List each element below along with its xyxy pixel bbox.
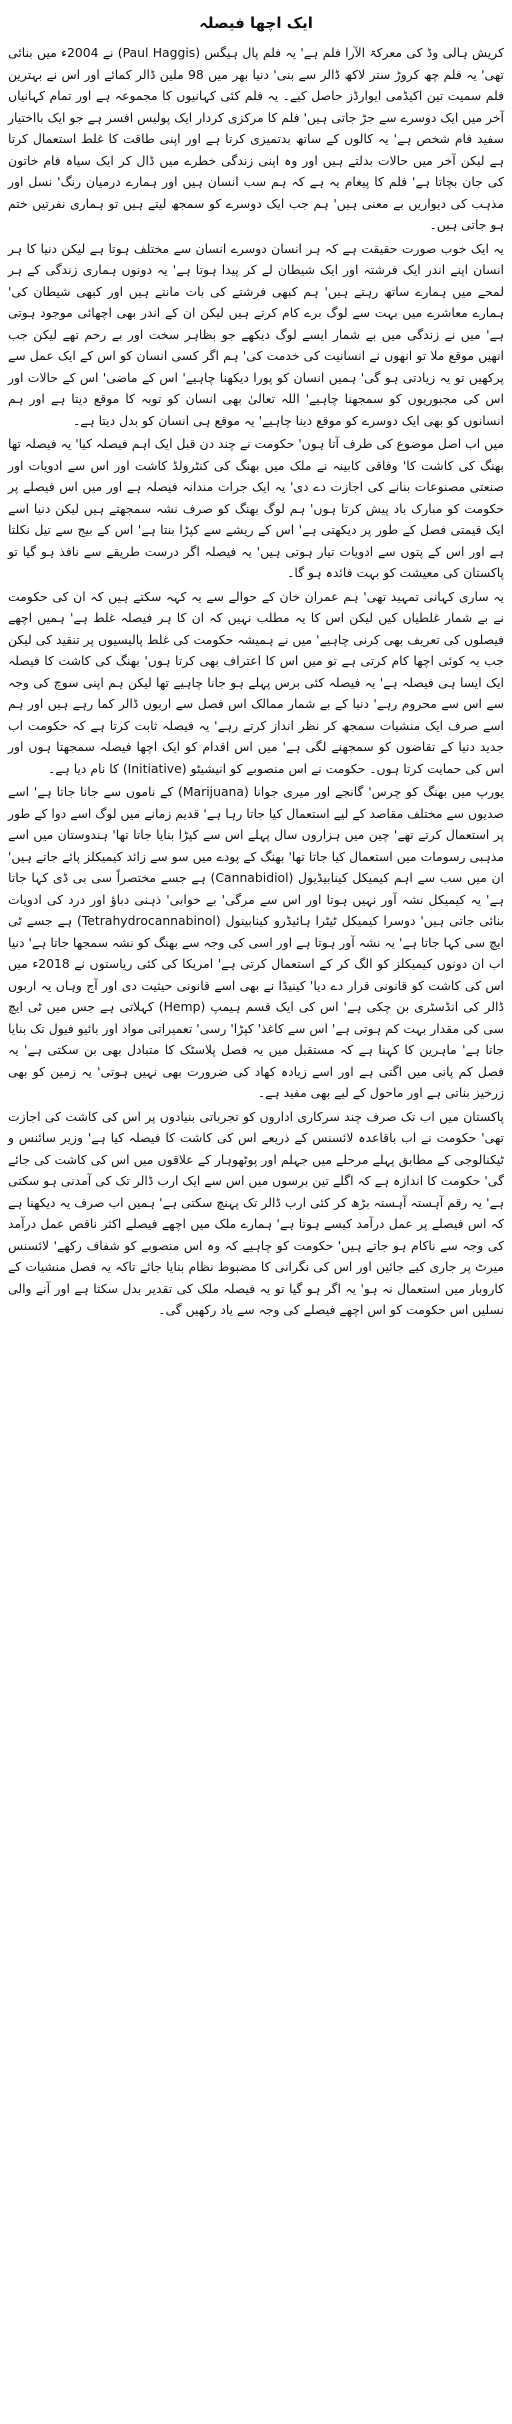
paragraph-1: کریش ہالی وڈ کی معرکۃ الآرا فلم ہے' یہ فلم پال ہیگس (Paul Haggis) نے 2004ء میں بنائی تھی' یہ فلم چھ کروڑ ستر لاکھ ڈالر سے بنی' دنیا بھر میں 98 ملین ڈالر کمائے اور اس نے بہترین فلم سمیت تین اکیڈمی ایوارڈز حاصل کیے۔ یہ فلم کئی کہانیوں کا مجموعہ ہے اور تمام کہانیاں آخر میں ایک دوسرے سے جڑ جاتی ہیں' فلم کا مرکزی کردار ایک پولیس افسر ہے جو ایک بااختیار سفید فام شخص ہے' یہ کالوں کے ساتھ بدتمیزی کرتا ہے اور اپنی طاقت کا غلط استعمال کرتا ہے لیکن آخر میں حالات بدلتے ہیں اور وہ اپنی زندگی خطرے میں ڈال کر ایک سیاہ فام خاتون کی جان بچاتا ہے' فلم کا پیغام یہ ہے کہ ہم سب انسان ہیں اور ہمارے درمیان رنگ' نسل اور مذہب کی دیواریں بے معنی ہیں' ہم جب ایک دوسرے کو سمجھ لیتے ہیں تو ہماری نفرتیں ختم ہو جاتی ہیں۔ xyxy=(8,45,504,232)
paragraph-5: یورپ میں بھنگ کو چرس' گانجے اور میری جوانا (Marijuana) کے ناموں سے جانا جاتا ہے' اسے صدیوں سے مختلف مقاصد کے لیے استعمال کیا جاتا رہا ہے' قدیم زمانے میں لوگ اسے دوا کے طور پر استعمال کرتے تھے' چین میں ہزاروں سال پہلے اس سے کپڑا بنایا جاتا تھا' ہندوستان میں اسے مذہبی رسومات میں استعمال کیا جاتا تھا' بھنگ کے پودے میں سو سے زائد کیمیکلز پائے جاتے ہیں' ان میں سب سے اہم کیمیکل کینابیڈیول (Cannabidiol) ہے جسے مختصراً سی بی ڈی کہا جاتا ہے' یہ کیمیکل نشہ آور نہیں ہوتا اور اس سے مرگی' بے خوابی' ذہنی دباؤ اور درد کی ادویات بنائی جاتی ہیں' دوسرا کیمیکل ٹیٹرا ہائیڈرو کینابینول (Tetrahydrocannabinol) ہے جسے ٹی ایچ سی کہا جاتا ہے' یہ نشہ آور ہوتا ہے اور اسی کی وجہ سے بھنگ کو نشہ سمجھا جاتا ہے' دنیا اب ان دونوں کیمیکلز کو الگ کر کے استعمال کرتی ہے' امریکا کی کئی ریاستوں نے 2018ء میں اس کی کاشت کو قانونی قرار دے دیا' کینیڈا نے بھی اسے قانونی حیثیت دی اور آج وہاں یہ اربوں ڈالر کی انڈسٹری بن چکی ہے' اس کی ایک قسم ہیمپ (Hemp) کہلاتی ہے جس میں ٹی ایچ سی کی مقدار بہت کم ہوتی ہے' اس سے کاغذ' کپڑا' رسی' تعمیراتی مواد اور بائیو فیول تک بنایا جاتا ہے' ماہرین کا کہنا ہے کہ مستقبل میں یہ فصل پلاسٹک کا متبادل بھی بن سکتی ہے' یہ فصل کم پانی میں اگتی ہے اور اسے زیادہ کھاد کی ضرورت بھی نہیں ہوتی' یہ زمین کو بھی زرخیز بناتی ہے اور ماحول کے لیے بھی مفید ہے۔ xyxy=(8,784,505,1100)
paragraph-2: یہ ایک خوب صورت حقیقت ہے کہ ہر انسان دوسرے انسان سے مختلف ہوتا ہے لیکن دنیا کا ہر انسان اپنے اندر ایک فرشتہ اور ایک شیطان لے کر پیدا ہوتا ہے' یہ دونوں ہماری زندگی کے ہر لمحے میں ہمارے ساتھ رہتے ہیں' ہم کبھی فرشتے کی بات مانتے ہیں اور کبھی شیطان کی' ہمارے معاشرے میں بہت سے لوگ برے کام کرتے ہیں لیکن ان کے اندر بھی اچھائی موجود ہوتی ہے' میں نے زندگی میں بے شمار ایسے لوگ دیکھے جو بظاہر سخت اور بے رحم تھے لیکن جب انھیں موقع ملا تو انھوں نے انسانیت کی خدمت کی' ہم اگر کسی انسان کو اس کے ایک عمل سے پرکھیں تو یہ زیادتی ہو گی' ہمیں انسان کو پورا دیکھنا چاہیے' اس کے ماضی' اس کے حالات اور اس کی مجبوریوں کو سمجھنا چاہیے' اللہ تعالیٰ بھی انسان کو توبہ کا موقع دیتا ہے اور ہم انسانوں کو بھی ایک دوسرے کو موقع دینا چاہیے' یہ موقع ہی انسان کو بدل دیتا ہے۔ xyxy=(8,240,504,428)
article-title: ایک اچھا فیصلہ xyxy=(199,14,313,32)
paragraph-3: میں اب اصل موضوع کی طرف آتا ہوں' حکومت نے چند دن قبل ایک اہم فیصلہ کیا' یہ فیصلہ تھا بھنگ کی کاشت کا' وفاقی کابینہ نے ملک میں بھنگ کی کنٹرولڈ کاشت اور اس سے ادویات اور صنعتی مصنوعات بنانے کی اجازت دے دی' یہ ایک جرات مندانہ فیصلہ ہے اور میں اس فیصلے پر حکومت کو مبارک باد پیش کرتا ہوں' ہم لوگ بھنگ کو صرف نشہ سمجھتے ہیں لیکن دنیا اسے ایک قیمتی فصل کے طور پر دیکھتی ہے' اس کے ریشے سے کپڑا بنتا ہے' اس کے بیج سے تیل نکلتا ہے اور اس کے پتوں سے ادویات تیار ہوتی ہیں' یہ فیصلہ اگر درست طریقے سے نافذ ہو گیا تو پاکستان کی معیشت کو بہت فائدہ ہو گا۔ xyxy=(8,436,504,580)
paragraph-4: یہ ساری کہانی تمہید تھی' ہم عمران خان کے حوالے سے یہ کہہ سکتے ہیں کہ ان کی حکومت نے بے شمار غلطیاں کیں لیکن اس کا یہ مطلب نہیں کہ ان کا ہر فیصلہ غلط ہے' ہمیں اچھے فیصلوں کی تعریف بھی کرنی چاہیے' میں نے ہمیشہ حکومت کی غلط پالیسیوں پر تنقید کی لیکن جب یہ کوئی اچھا کام کرتی ہے تو میں اس کا اعتراف بھی کرتا ہوں' بھنگ کی کاشت کا فیصلہ ایک ایسا ہی فیصلہ ہے' یہ فیصلہ کئی برس پہلے ہو جانا چاہیے تھا لیکن ہم اپنی سوچ کی وجہ سے اس سے محروم رہے' دنیا کے بے شمار ممالک اس فصل سے اربوں ڈالر کما رہے ہیں اور ہم اسے صرف ایک منشیات سمجھ کر نظر انداز کرتے رہے' یہ فیصلہ ثابت کرتا ہے کہ حکومت اب جدید دنیا کے تقاضوں کو سمجھنے لگی ہے' میں اس اقدام کو ایک اچھا فیصلہ سمجھتا ہوں اور اس کی حمایت کرتا ہوں۔ حکومت نے اس منصوبے کو انیشیٹو (Initiative) کا نام دیا ہے۔ xyxy=(8,588,504,776)
paragraph-6: پاکستان میں اب تک صرف چند سرکاری اداروں کو تجرباتی بنیادوں پر اس کی کاشت کی اجازت تھی' حکومت نے اب باقاعدہ لائسنس کے ذریعے اس کی کاشت کا فیصلہ کیا ہے' وزیر سائنس و ٹیکنالوجی کے مطابق پہلے مرحلے میں جہلم اور پوٹھوہار کے علاقوں میں اس کی کاشت کی جائے گی' حکومت کا اندازہ ہے کہ اگلے تین برسوں میں اس سے ایک ارب ڈالر تک کی آمدنی ہو سکتی ہے' یہ رقم آہستہ آہستہ بڑھ کر کئی ارب ڈالر تک پہنچ سکتی ہے' ہمیں اب صرف یہ دیکھنا ہے کہ اس فیصلے پر عمل درآمد کیسے ہوتا ہے' ہمارے ملک میں اچھے فیصلے اکثر ناقص عمل درآمد کی وجہ سے ناکام ہو جاتے ہیں' حکومت کو چاہیے کہ وہ اس منصوبے کو شفاف رکھے' لائسنس میرٹ پر جاری کیے جائیں اور اس کی نگرانی کا مضبوط نظام بنایا جائے تاکہ یہ فصل منشیات کے کاروبار میں استعمال نہ ہو' یہ اگر ہو گیا تو یہ فیصلہ ملک کی تقدیر بدل سکتا ہے اور آنے والی نسلیں اس حکومت کو اس اچھے فیصلے کی وجہ سے یاد رکھیں گی۔ xyxy=(8,1108,504,1317)
article xyxy=(8,0,504,1321)
